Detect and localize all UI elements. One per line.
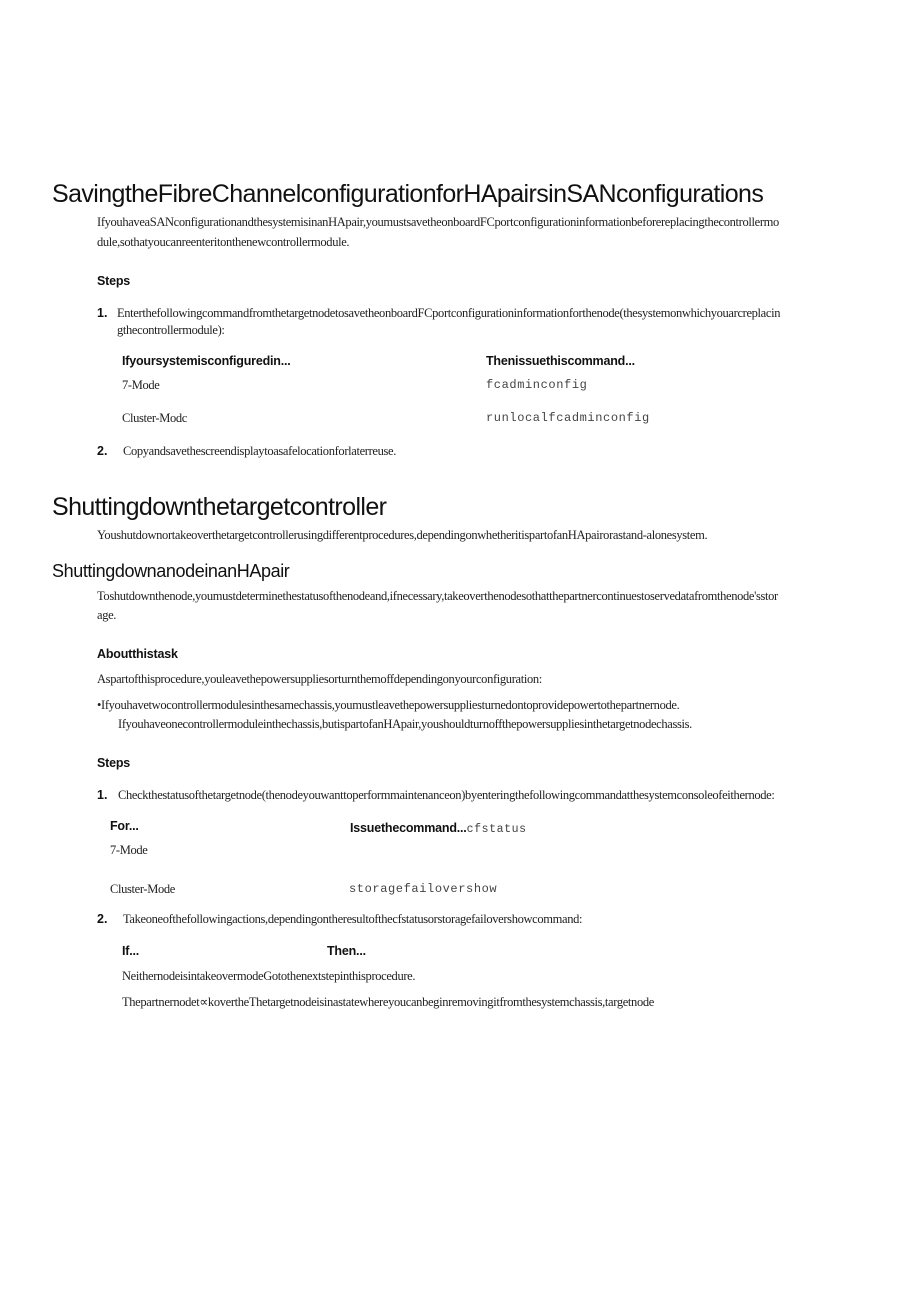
bullet-item: Ifyouhaveonecontrollermoduleinthechassis,butispartofanHApair,youshouldturnoffthepowersuppliesinthetargetnodechassis. [118,717,692,731]
table-header-for: For... [110,819,139,833]
step-number: 2. [97,444,108,458]
section-intro-line: age. [97,608,117,622]
bullet-item: •Ifyouhavetwocontrollermodulesinthesamechassis,youmustleavethepowersuppliesturnedontoprovidepowertothepartnernode. [97,698,680,712]
steps-heading: Steps [97,756,131,770]
table-cell-mode: 7-Mode [110,843,148,857]
table-header-command-cmd: cfstatus [466,823,527,836]
table-header-then: Then... [327,944,366,958]
section-intro-line: Toshutdownthenode,youmustdeterminethestatusofthenodeand,ifnecessary,takeoverthenodesothatthepartnercontinuestoservedatafromthenode'sstor [97,589,778,603]
about-task-text: Aspartofthisprocedure,youleavethepowersuppliesorturnthemoffdependingonyourconfiguration: [97,672,542,686]
table-row: NeithernodeisintakeovermodeGotothenextstepinthisprocedure. [122,969,416,983]
steps-heading: Steps [97,274,131,288]
about-task-heading: Aboutthistask [97,647,178,661]
table-header-if: If... [122,944,140,958]
step-number: 1. [97,306,108,320]
section-title-shutdown: Shuttingdownthetargetcontroller [52,493,387,521]
step-text: Takeoneofthefollowingactions,dependingontheresultofthecfstatusorstoragefailovershowcommand: [123,912,583,926]
section-intro-line: IfyouhaveaSANconfigurationandthesystemisinanHApair,youmustsavetheonboardFCportconfigurationinformationbeforereplacingthecontrollermo [97,215,779,229]
step-number: 2. [97,912,108,926]
table-cell-mode: 7-Mode [122,378,160,392]
table-cell-command: runlocalfcadminconfig [486,411,650,425]
step-text: Checkthestatusofthetargetnode(thenodeyouwanttoperformmaintenanceon)byenteringthefollowingcommandatthesystemconsoleofeithernode: [118,788,775,802]
step-text: Copyandsavethescreendisplaytoasafelocationforlaterreuse. [123,444,396,458]
table-header-command-group [350,819,527,837]
step-text: EnterthefollowingcommandfromthetargetnodetosavetheonboardFCportconfigurationinformationforthenode(thesystemonwhichyouarcreplacin [117,306,781,320]
table-header-command: Thenissuethiscommand... [486,354,635,368]
table-cell-command: fcadminconfig [486,378,588,392]
table-header-config: Ifyoursystemisconfiguredin... [122,354,291,368]
step-text: gthecontrollermodule): [117,323,225,337]
table-cell-mode: Cluster-Modc [122,411,187,425]
section-title-fc-config: SavingtheFibreChannelconfigurationforHApairsinSANconfigurations [52,180,764,208]
step-number: 1. [97,788,108,802]
table-cell-mode: Cluster-Mode [110,882,175,896]
table-cell-command: storagefailovershow [349,882,498,896]
section-intro-line: Youshutdownortakeoverthetargetcontrollerusingdifferentprocedures,dependingonwhetheritispartofanHApairorastand-alonesystem. [97,528,708,542]
table-row: Thepartnernodet∝kovertheThetargetnodeisinastatewhereyoucanbeginremovingitfromthesystemchassis,targetnode [122,995,654,1009]
section-intro-line: dule,sothatyoucanreenteritonthenewcontrollermodule. [97,235,350,249]
subsection-title-ha-pair: ShuttingdownanodeinanHApair [52,561,290,581]
table-header-command: Issuethecommand... [350,821,467,835]
